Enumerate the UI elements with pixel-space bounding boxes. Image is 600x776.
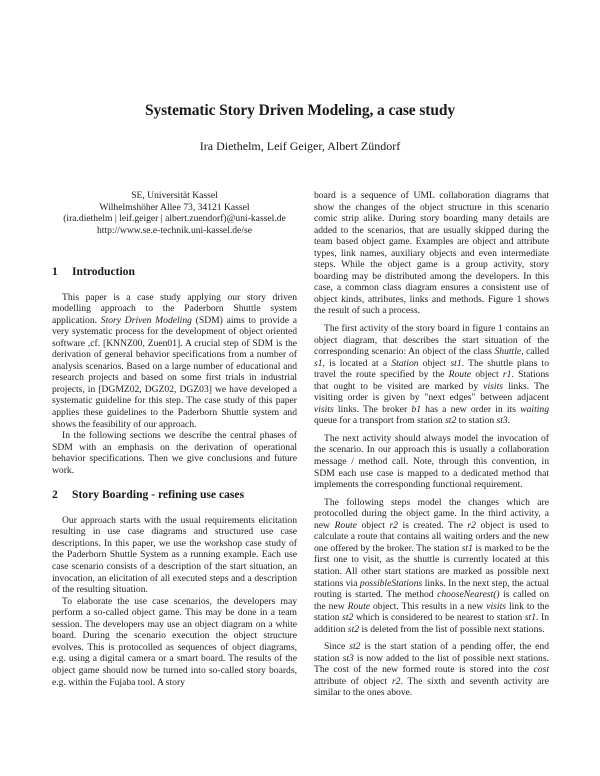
paragraph: The next activity should always model the invocation of the scenario. In our approach this is usually a collaboration message / method call. Note, through this convention, in SDM each use case is mapped to a dedicated method that implements the corresponding functional requirement.	[314, 432, 549, 491]
paragraph: Since st2 is the start station of a pending offer, the end station st3 is now added to the list of possible next stations. The cost of the new formed route is stored into the cost attribute of object r2. The sixth and seventh activity are similar to the ones above.	[314, 641, 549, 699]
affiliation-url: http://www.se.e-technik.uni-kassel.de/se	[97, 224, 252, 236]
paragraph: This paper is a case study applying our story driven modelling approach to the Paderborn Shuttle system application. Story Driven Modeling (SDM) aims to provide a very systematic process for the development of object oriented software ,cf. [KNNZ00, Zuen01]. A crucial step of SDM is the derivation of general behavior specifications from a number of analysis scenarios. Based on a large number of educational and research projects and based on some first trials in industrial projects, in [DGMZ02, DGZ02, DGZ03] we have developed a systematic guideline for this step. The case study of this paper applies these guidelines to the Paderborn Shuttle system and shows the feasibility of our approach.	[52, 291, 297, 430]
section-number: 2	[52, 488, 58, 502]
section-heading-story-boarding	[52, 489, 297, 501]
paper-title: Systematic Story Driven Modeling, a case study	[144, 102, 456, 119]
paragraph-continued: board is a sequence of UML collaboration diagrams that show the changes of the object structure in this scenario comic strip alike. During story boarding many details are added to the scenarios, that are usually skipped during the team based object game. Examples are object and attribute types, link names, auxiliary objects and even intermediate steps. While the object game is a group activity, story boarding may be distributed among the developers. In this case, a common class diagram ensures a consistent use of object kinds, attributes, links and methods. Figure 1 shows the result of such a process.	[314, 190, 549, 317]
paragraph: The first activity of the story board in figure 1 contains an object diagram, that describes the start situation of the corresponding scenario: An object of the class Shuttle, called s1, is located at a Station object st1. The shuttle plans to travel the route specified by the Route object r1. Stations that ought to be visited are marked by visits links. The visiting order is given by "next edges" between adjacent visits links. The broker b1 has a new order in its waiting queue for a transport from station st2 to station st3.	[314, 323, 550, 427]
affiliation-address: Wilhelmshöher Allee 73, 34121 Kassel	[99, 201, 250, 213]
section-number: 1	[52, 265, 58, 278]
section-title: Story Boarding - refining use cases	[72, 488, 245, 502]
affiliation-emails: (ira.diethelm | leif.geiger | albert.zuendorf)@uni-kassel.de	[63, 213, 286, 224]
affiliation-institution: SE, Universität Kassel	[131, 190, 218, 201]
paper-authors: Ira Diethelm, Leif Geiger, Albert Zündorf	[199, 139, 401, 153]
right-column	[314, 190, 549, 699]
section-heading-introduction	[52, 266, 297, 278]
paragraph: The following steps model the changes which are protocolled during the object game. In the third activity, a new Route object r2 is created. The r2 object is used to calculate a route that contains all waiting orders and the new one offered by the broker. The station st1 is marked to be the first one to visit, as the shuttle is currently located at this station. All other start stations are marked as possible next stations via possibleStations links. In the next step, the actual routing is started. The method chooseNearest() is called on the new Route object. This results in a new visits link to the station st2 which is considered to be nearest to station st1. In addition st2 is deleted from the list of possible next stations.	[314, 496, 550, 635]
paragraph: Our approach starts with the usual requirements elicitation resulting in use case diagrams and structured use case descriptions. In this paper, we use the workshop case study of the Paderborn Shuttle System as a running example. Each use case scenario consists of a description of the start situation, an invocation, an elicitation of all executed steps and a description of the resulting situation.	[52, 514, 297, 596]
left-column	[52, 190, 297, 688]
section-title: Introduction	[72, 265, 135, 278]
paragraph: In the following sections we describe the central phases of SDM with an emphasis on the derivation of operational behavior specifications. Then we give conclusions and future work.	[52, 430, 297, 476]
paragraph: To elaborate the use case scenarios, the developers may perform a so-called object game. This may be done in a team session. The developers may use an object diagram on a white board. During the scenario execution the object structure evolves. This is protocolled as sequences of object diagrams, e.g. using a digital camera or a smart board. The results of the object game should now be turned into so-called story boards, e.g. within the Fujaba tool. A story	[52, 595, 297, 688]
affiliation-block	[52, 190, 297, 236]
